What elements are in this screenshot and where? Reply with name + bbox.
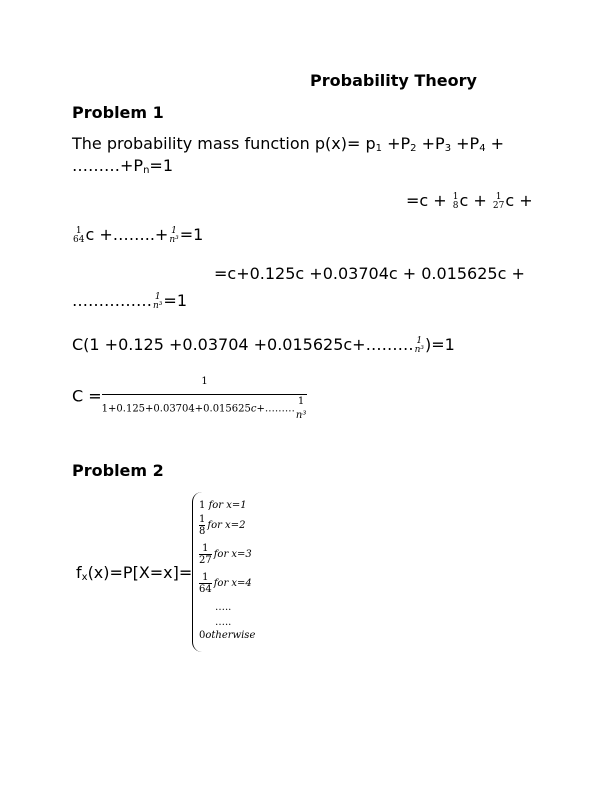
constant-fraction bbox=[102, 372, 308, 421]
fraction: 1 64 bbox=[73, 225, 85, 245]
fraction: 1 n³ bbox=[295, 396, 307, 421]
case-dots: ….. bbox=[215, 617, 232, 628]
fraction: 1 27 bbox=[492, 191, 505, 211]
term: …………… bbox=[72, 291, 152, 310]
numerator: 1 bbox=[201, 376, 208, 387]
case-row: $\frac{1}{64}$ for x=4 bbox=[199, 572, 252, 595]
fraction: 1 n³ bbox=[153, 291, 163, 311]
equation-3-line-1: =c+0.125c +0.03704c + 0.015625c + bbox=[214, 264, 525, 283]
case-row: $\frac{1}{8}$ for x=2 bbox=[199, 514, 246, 537]
case-dots: ….. bbox=[215, 602, 232, 613]
subscript: 3 bbox=[444, 143, 452, 154]
term: =1 bbox=[179, 225, 204, 244]
case-row: 1 for x=1 bbox=[199, 500, 247, 511]
term: c +……..+ bbox=[85, 225, 169, 244]
case-row: $\frac{1}{27}$ for x=3 bbox=[199, 543, 252, 566]
problem-1-heading: Problem 1 bbox=[72, 103, 164, 122]
fraction: 1 n³ bbox=[169, 225, 179, 245]
subscript: 2 bbox=[410, 143, 417, 154]
fraction: 1 n³ bbox=[414, 335, 424, 355]
term: +P bbox=[382, 134, 411, 153]
subscript: 4 bbox=[479, 143, 486, 154]
term: + bbox=[485, 134, 505, 153]
pmf-definition: $f_x(x)=P[X=x]=$ bbox=[76, 563, 193, 583]
denominator: 1+0.125+0.03704+0.015625c+……… 1 n³ bbox=[101, 396, 307, 421]
pmf-text: The probability mass function p(x)= p bbox=[72, 134, 376, 153]
subscript: x bbox=[81, 572, 88, 583]
term: C = bbox=[72, 386, 102, 406]
term: =c + bbox=[406, 191, 447, 210]
subscript: 1 bbox=[375, 143, 383, 154]
term: c + bbox=[505, 191, 533, 210]
pmf-line-2 bbox=[72, 156, 173, 181]
equation-4 bbox=[72, 335, 455, 355]
document-title: Probability Theory bbox=[310, 71, 477, 90]
term: +P bbox=[416, 134, 445, 153]
term: =1 bbox=[163, 291, 187, 310]
equation-3-line-2 bbox=[72, 291, 187, 311]
term: c + bbox=[459, 191, 487, 210]
term: C(1 +0.125 +0.03704 +0.015625c+……… bbox=[72, 335, 414, 354]
piecewise-cases bbox=[192, 492, 273, 652]
term: =1 bbox=[149, 156, 173, 175]
problem-2-heading: Problem 2 bbox=[72, 461, 164, 480]
fraction: 1 8 bbox=[452, 191, 459, 211]
equation-5 bbox=[72, 372, 307, 421]
term: +P bbox=[451, 134, 480, 153]
case-row: 0 otherwise bbox=[199, 630, 256, 641]
equation-2-line-1 bbox=[406, 191, 533, 211]
term: )=1 bbox=[425, 335, 455, 354]
subscript: n bbox=[143, 165, 150, 176]
equation-2-line-2 bbox=[72, 225, 203, 245]
term: ………+P bbox=[72, 156, 144, 175]
